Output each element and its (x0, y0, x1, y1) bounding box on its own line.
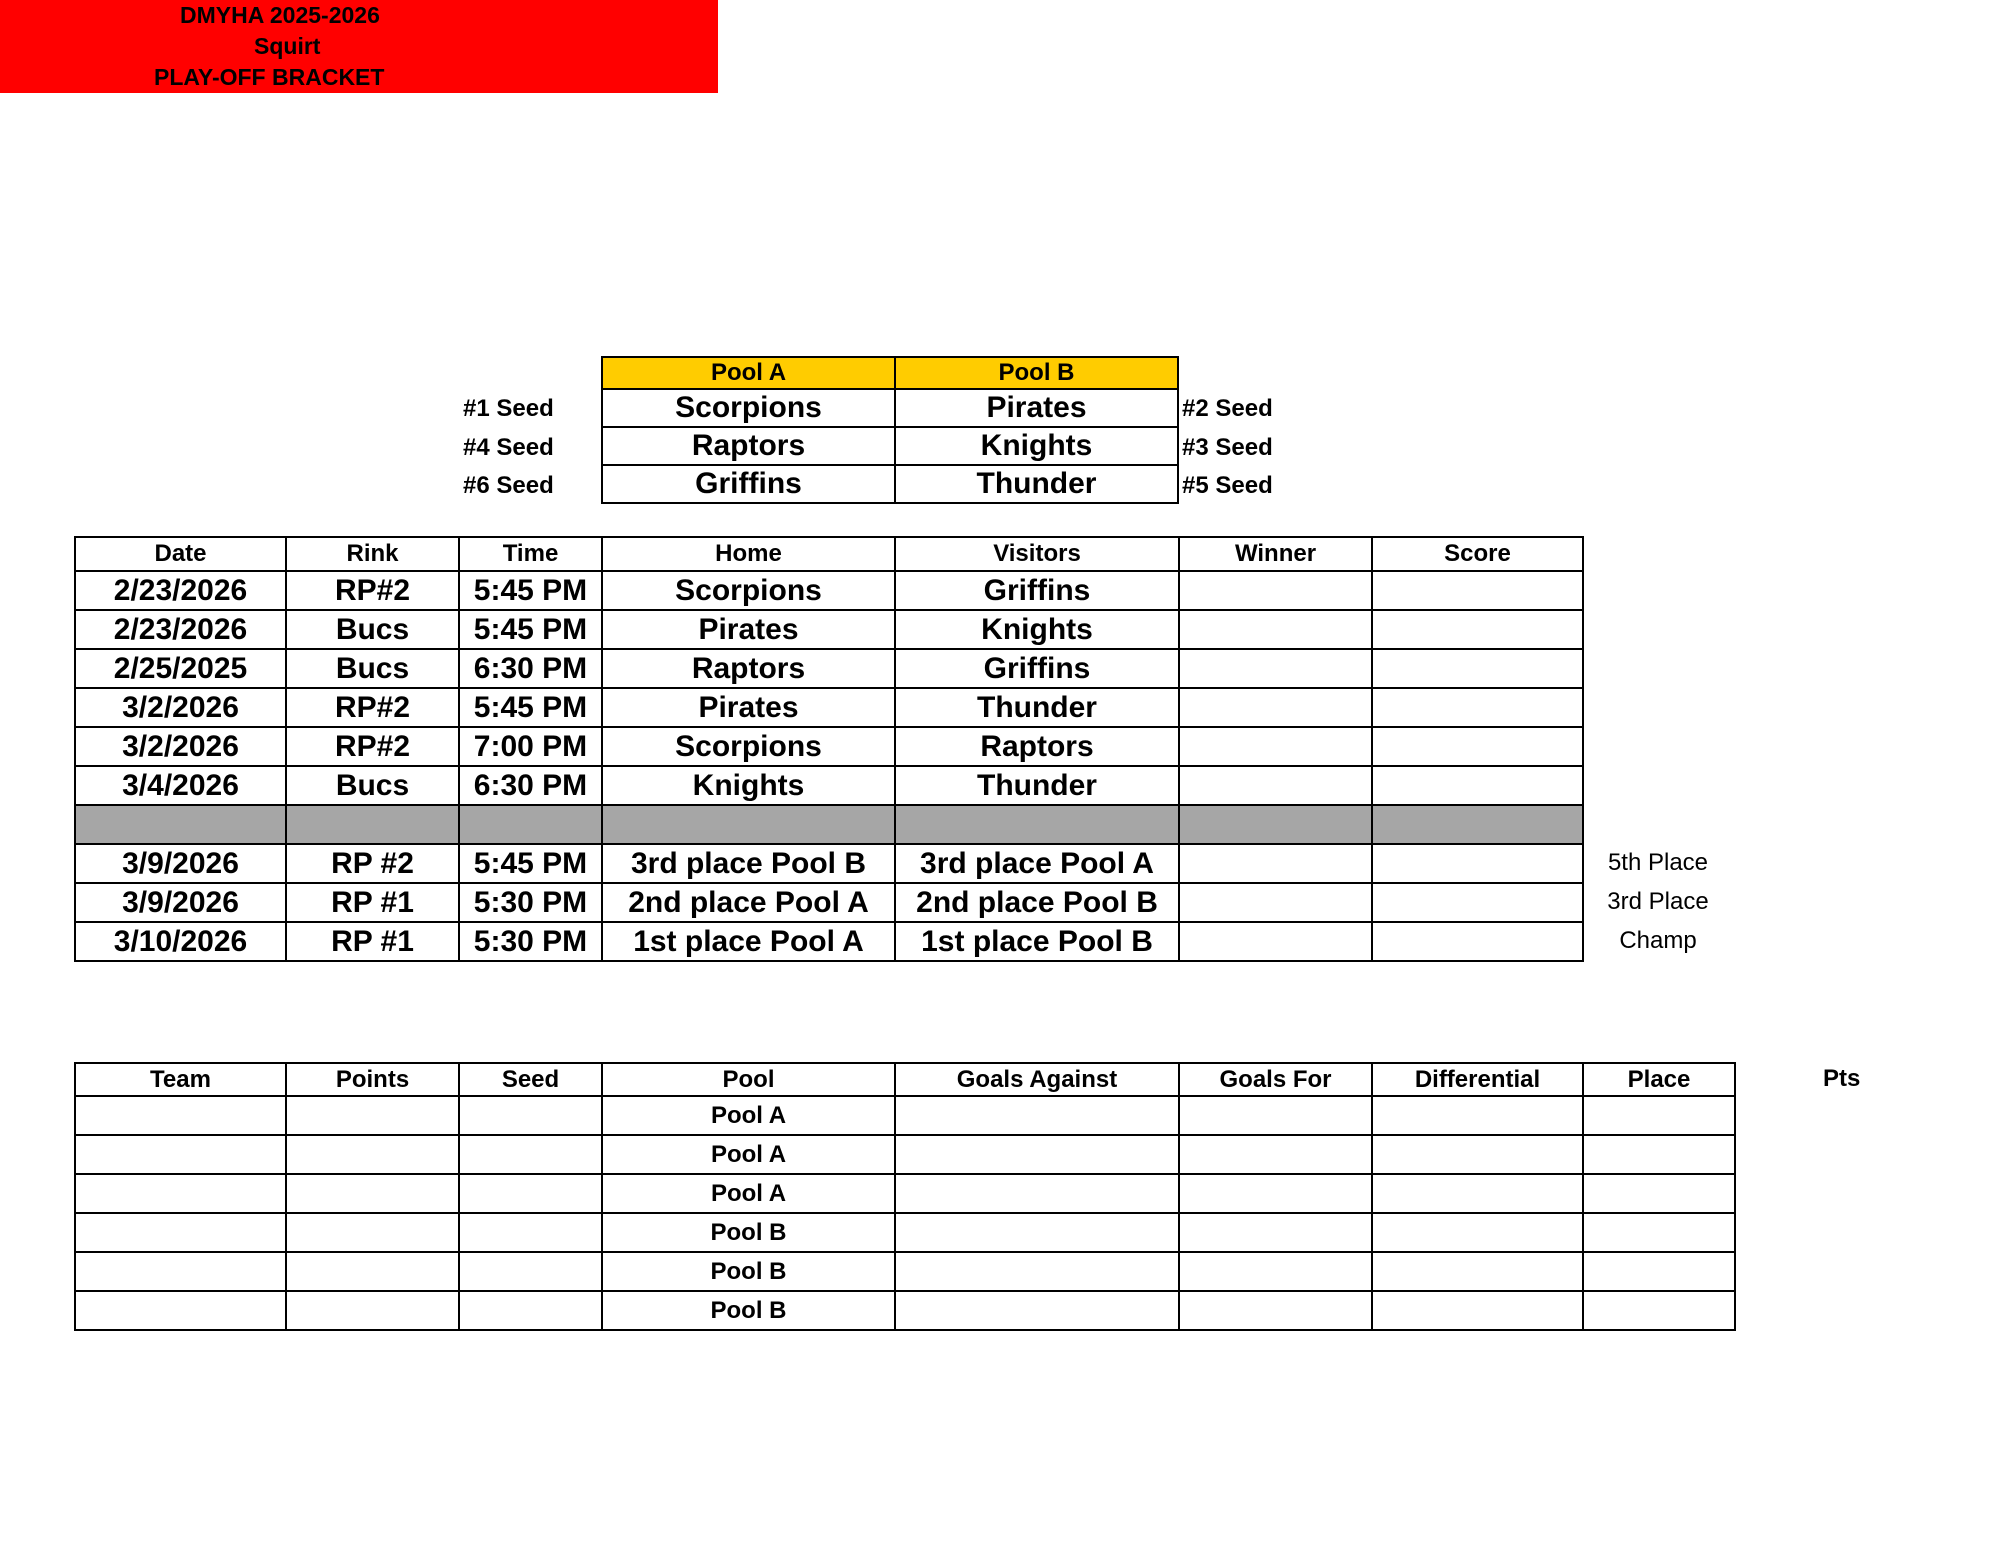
playoff-visitors-cell: 2nd place Pool B (894, 882, 1180, 923)
game-home-cell: Pirates (601, 687, 896, 728)
header-place: Place (1582, 1062, 1736, 1097)
standings-place-cell[interactable] (1582, 1251, 1736, 1292)
standings-goals-against-cell[interactable] (894, 1095, 1180, 1136)
playoff-date-cell: 3/9/2026 (74, 882, 287, 923)
header-date: Date (74, 536, 287, 572)
game-date-cell: 3/2/2026 (74, 687, 287, 728)
left-seed-label: #6 Seed (463, 472, 554, 499)
playoff-round-label: Champ (1619, 927, 1697, 954)
game-winner-cell[interactable] (1178, 609, 1373, 650)
separator-cell (1178, 804, 1373, 845)
standings-seed-cell[interactable] (458, 1251, 603, 1292)
standings-pool-cell: Pool A (601, 1173, 896, 1214)
standings-seed-cell[interactable] (458, 1290, 603, 1331)
right-seed-label: #5 Seed (1182, 472, 1273, 499)
separator-cell (458, 804, 603, 845)
game-visitors-cell: Knights (894, 609, 1180, 650)
header-time: Time (458, 536, 603, 572)
game-visitors-cell: Thunder (894, 765, 1180, 806)
standings-seed-cell[interactable] (458, 1173, 603, 1214)
game-time-cell: 6:30 PM (458, 765, 603, 806)
playoff-rink-cell: RP #1 (285, 921, 460, 962)
standings-points-cell[interactable] (285, 1095, 460, 1136)
separator-cell (74, 804, 287, 845)
pool-a-team[interactable]: Scorpions (601, 388, 896, 428)
header-rink: Rink (285, 536, 460, 572)
playoff-visitors-cell: 1st place Pool B (894, 921, 1180, 962)
header-home: Home (601, 536, 896, 572)
standings-goals-against-cell[interactable] (894, 1173, 1180, 1214)
playoff-home-cell: 1st place Pool A (601, 921, 896, 962)
standings-place-cell[interactable] (1582, 1134, 1736, 1175)
standings-team-cell[interactable] (74, 1095, 287, 1136)
game-score-cell[interactable] (1371, 609, 1584, 650)
standings-goals-against-cell[interactable] (894, 1251, 1180, 1292)
game-time-cell: 6:30 PM (458, 648, 603, 689)
standings-pool-cell: Pool A (601, 1134, 896, 1175)
game-winner-cell[interactable] (1178, 648, 1373, 689)
standings-goals-for-cell[interactable] (1178, 1290, 1373, 1331)
game-winner-cell[interactable] (1178, 687, 1373, 728)
standings-seed-cell[interactable] (458, 1212, 603, 1253)
playoff-score-cell[interactable] (1371, 921, 1584, 962)
game-date-cell: 2/23/2026 (74, 570, 287, 611)
standings-pool-cell: Pool A (601, 1095, 896, 1136)
game-score-cell[interactable] (1371, 687, 1584, 728)
game-winner-cell[interactable] (1178, 765, 1373, 806)
standings-place-cell[interactable] (1582, 1290, 1736, 1331)
game-visitors-cell: Raptors (894, 726, 1180, 767)
header-differential: Differential (1371, 1062, 1584, 1097)
header-score: Score (1371, 536, 1584, 572)
game-winner-cell[interactable] (1178, 726, 1373, 767)
banner-league: DMYHA 2025-2026 (180, 2, 380, 28)
game-date-cell: 2/25/2025 (74, 648, 287, 689)
pool-a-team[interactable]: Raptors (601, 426, 896, 466)
game-rink-cell: Bucs (285, 765, 460, 806)
standings-pool-cell: Pool B (601, 1251, 896, 1292)
standings-points-cell[interactable] (285, 1134, 460, 1175)
pool-a-header: Pool A (601, 356, 896, 390)
pool-b-team[interactable]: Knights (894, 426, 1179, 466)
separator-cell (285, 804, 460, 845)
standings-place-cell[interactable] (1582, 1095, 1736, 1136)
game-home-cell: Pirates (601, 609, 896, 650)
separator-cell (601, 804, 896, 845)
standings-team-cell[interactable] (74, 1290, 287, 1331)
header-goals-against: Goals Against (894, 1062, 1180, 1097)
standings-goals-for-cell[interactable] (1178, 1173, 1373, 1214)
left-seed-label: #4 Seed (463, 434, 554, 461)
standings-seed-cell[interactable] (458, 1134, 603, 1175)
game-visitors-cell: Griffins (894, 648, 1180, 689)
playoff-round-label: 3rd Place (1607, 888, 1709, 915)
standings-points-cell[interactable] (285, 1173, 460, 1214)
standings-goals-against-cell[interactable] (894, 1212, 1180, 1253)
game-rink-cell: RP#2 (285, 570, 460, 611)
banner-division: Squirt (254, 33, 321, 59)
title-banner (0, 0, 718, 93)
game-winner-cell[interactable] (1178, 570, 1373, 611)
pool-a-team[interactable]: Griffins (601, 464, 896, 504)
game-home-cell: Raptors (601, 648, 896, 689)
standings-differential-cell[interactable] (1371, 1134, 1584, 1175)
game-home-cell: Scorpions (601, 570, 896, 611)
standings-team-cell[interactable] (74, 1251, 287, 1292)
playoff-home-cell: 2nd place Pool A (601, 882, 896, 923)
standings-differential-cell[interactable] (1371, 1290, 1584, 1331)
standings-goals-for-cell[interactable] (1178, 1251, 1373, 1292)
header-winner: Winner (1178, 536, 1373, 572)
game-date-cell: 2/23/2026 (74, 609, 287, 650)
header-seed: Seed (458, 1062, 603, 1097)
banner-title: PLAY-OFF BRACKET (154, 64, 385, 90)
playoff-round-label: 5th Place (1607, 849, 1709, 876)
game-score-cell[interactable] (1371, 726, 1584, 767)
playoff-rink-cell: RP #2 (285, 843, 460, 884)
game-time-cell: 5:45 PM (458, 609, 603, 650)
header-team: Team (74, 1062, 287, 1097)
separator-cell (894, 804, 1180, 845)
pts-header: Pts (1823, 1065, 1861, 1092)
pool-b-header: Pool B (894, 356, 1179, 390)
game-visitors-cell: Griffins (894, 570, 1180, 611)
standings-team-cell[interactable] (74, 1173, 287, 1214)
right-seed-label: #3 Seed (1182, 434, 1273, 461)
pool-b-team[interactable]: Thunder (894, 464, 1179, 504)
playoff-score-cell[interactable] (1371, 843, 1584, 884)
game-time-cell: 5:45 PM (458, 687, 603, 728)
playoff-time-cell: 5:30 PM (458, 921, 603, 962)
header-points: Points (285, 1062, 460, 1097)
playoff-winner-cell[interactable] (1178, 921, 1373, 962)
standings-differential-cell[interactable] (1371, 1212, 1584, 1253)
game-home-cell: Knights (601, 765, 896, 806)
playoff-date-cell: 3/10/2026 (74, 921, 287, 962)
playoff-time-cell: 5:45 PM (458, 843, 603, 884)
standings-team-cell[interactable] (74, 1134, 287, 1175)
header-pool: Pool (601, 1062, 896, 1097)
game-date-cell: 3/2/2026 (74, 726, 287, 767)
standings-points-cell[interactable] (285, 1251, 460, 1292)
standings-place-cell[interactable] (1582, 1173, 1736, 1214)
left-seed-label: #1 Seed (463, 395, 554, 422)
playoff-winner-cell[interactable] (1178, 882, 1373, 923)
game-time-cell: 5:45 PM (458, 570, 603, 611)
game-home-cell: Scorpions (601, 726, 896, 767)
game-score-cell[interactable] (1371, 765, 1584, 806)
game-time-cell: 7:00 PM (458, 726, 603, 767)
standings-goals-for-cell[interactable] (1178, 1095, 1373, 1136)
game-rink-cell: Bucs (285, 609, 460, 650)
playoff-winner-cell[interactable] (1178, 843, 1373, 884)
standings-differential-cell[interactable] (1371, 1173, 1584, 1214)
playoff-rink-cell: RP #1 (285, 882, 460, 923)
game-score-cell[interactable] (1371, 570, 1584, 611)
standings-pool-cell: Pool B (601, 1290, 896, 1331)
game-rink-cell: Bucs (285, 648, 460, 689)
standings-pool-cell: Pool B (601, 1212, 896, 1253)
playoff-time-cell: 5:30 PM (458, 882, 603, 923)
right-seed-label: #2 Seed (1182, 395, 1273, 422)
playoff-home-cell: 3rd place Pool B (601, 843, 896, 884)
standings-differential-cell[interactable] (1371, 1095, 1584, 1136)
standings-goals-against-cell[interactable] (894, 1290, 1180, 1331)
playoff-score-cell[interactable] (1371, 882, 1584, 923)
standings-team-cell[interactable] (74, 1212, 287, 1253)
standings-points-cell[interactable] (285, 1212, 460, 1253)
standings-place-cell[interactable] (1582, 1212, 1736, 1253)
header-visitors: Visitors (894, 536, 1180, 572)
game-rink-cell: RP#2 (285, 726, 460, 767)
standings-seed-cell[interactable] (458, 1095, 603, 1136)
game-visitors-cell: Thunder (894, 687, 1180, 728)
playoff-date-cell: 3/9/2026 (74, 843, 287, 884)
standings-goals-for-cell[interactable] (1178, 1212, 1373, 1253)
standings-points-cell[interactable] (285, 1290, 460, 1331)
header-goals-for: Goals For (1178, 1062, 1373, 1097)
separator-cell (1373, 804, 1584, 845)
standings-goals-for-cell[interactable] (1178, 1134, 1373, 1175)
standings-goals-against-cell[interactable] (894, 1134, 1180, 1175)
game-date-cell: 3/4/2026 (74, 765, 287, 806)
game-score-cell[interactable] (1371, 648, 1584, 689)
game-rink-cell: RP#2 (285, 687, 460, 728)
standings-differential-cell[interactable] (1371, 1251, 1584, 1292)
pool-b-team[interactable]: Pirates (894, 388, 1179, 428)
playoff-visitors-cell: 3rd place Pool A (894, 843, 1180, 884)
